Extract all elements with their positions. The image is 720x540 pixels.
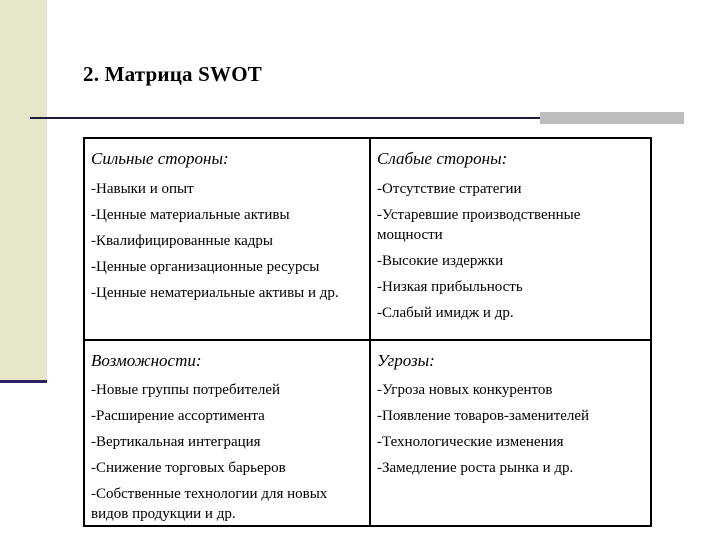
threats-list bbox=[377, 380, 644, 478]
list-item: -Снижение торговых барьеров bbox=[91, 460, 286, 476]
title-rule bbox=[30, 117, 540, 119]
threats-cell bbox=[371, 341, 650, 525]
opportunities-list bbox=[91, 380, 363, 524]
strengths-cell bbox=[85, 139, 369, 339]
list-item: -Ценные нематериальные активы и др. bbox=[91, 285, 339, 301]
list-item: -Расширение ассортимента bbox=[91, 408, 265, 424]
list-item: -Появление товаров-заменителей bbox=[377, 408, 590, 424]
list-item: -Квалифицированные кадры bbox=[91, 233, 273, 249]
list-item: -Технологические изменения bbox=[377, 434, 564, 450]
opportunities-cell bbox=[85, 341, 369, 525]
opportunities-heading: Возможности: bbox=[91, 351, 202, 370]
list-item: -Ценные организационные ресурсы bbox=[91, 259, 320, 275]
list-item: -Угроза новых конкурентов bbox=[377, 382, 553, 398]
strengths-heading: Сильные стороны: bbox=[91, 149, 229, 168]
list-item: -Новые группы потребителей bbox=[91, 382, 281, 398]
list-item: -Низкая прибыльность bbox=[377, 279, 523, 295]
threats-heading: Угрозы: bbox=[377, 351, 435, 370]
accent-band bbox=[0, 0, 47, 382]
slide-title: 2. Матрица SWOT bbox=[83, 62, 262, 86]
swot-matrix bbox=[83, 137, 652, 527]
weaknesses-list bbox=[377, 179, 644, 323]
list-item: -Навыки и опыт bbox=[91, 181, 194, 197]
title-rule-accent bbox=[540, 112, 684, 124]
list-item: -Высокие издержки bbox=[377, 253, 504, 269]
list-item: -Собственные технологии для новых видов продукции и др. bbox=[91, 486, 328, 522]
strengths-list bbox=[91, 179, 363, 303]
list-item: -Замедление роста рынка и др. bbox=[377, 460, 574, 476]
weaknesses-heading: Слабые стороны: bbox=[377, 149, 508, 168]
list-item: -Вертикальная интеграция bbox=[91, 434, 261, 450]
list-item: -Слабый имидж и др. bbox=[377, 305, 514, 321]
list-item: -Устаревшие производственные мощности bbox=[377, 207, 581, 243]
list-item: -Отсутствие стратегии bbox=[377, 181, 522, 197]
accent-line bbox=[0, 380, 47, 383]
list-item: -Ценные материальные активы bbox=[91, 207, 290, 223]
weaknesses-cell bbox=[371, 139, 650, 339]
